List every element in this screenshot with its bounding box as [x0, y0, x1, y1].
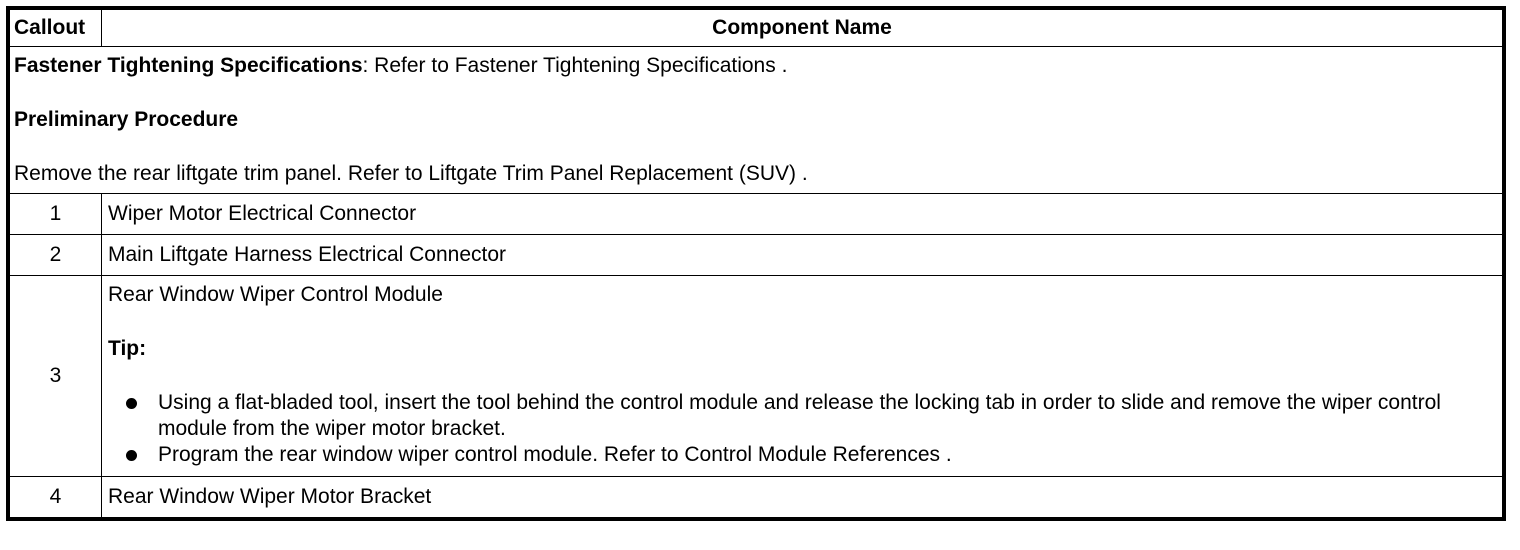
table-row	[10, 235, 1503, 276]
component-name: Wiper Motor Electrical Connector	[102, 194, 1503, 235]
list-item	[108, 390, 1496, 442]
bullet-icon	[126, 398, 137, 409]
bullet-icon	[126, 450, 137, 461]
table-row	[10, 276, 1503, 477]
component-detail-cell	[102, 276, 1503, 477]
callout-column-header: Callout	[10, 10, 102, 47]
tip-label: Tip:	[108, 337, 147, 360]
callout-number: 1	[10, 194, 102, 235]
component-name: Main Liftgate Harness Electrical Connector	[102, 235, 1503, 276]
component-table	[6, 6, 1506, 521]
table-header-row	[10, 10, 1503, 47]
callout-number: 3	[10, 276, 102, 477]
fastener-spec-label: Fastener Tightening Specifications	[14, 54, 363, 77]
intro-row	[10, 47, 1503, 194]
preliminary-procedure-text: Remove the rear liftgate trim panel. Refer to Liftgate Trim Panel Replacement (SUV) .	[14, 162, 808, 185]
callout-number: 2	[10, 235, 102, 276]
fastener-spec-text: : Refer to Fastener Tightening Specifications .	[362, 54, 788, 77]
component-name-column-header: Component Name	[102, 10, 1503, 47]
preliminary-procedure-heading: Preliminary Procedure	[14, 108, 239, 131]
list-item	[108, 442, 1496, 468]
component-name: Rear Window Wiper Motor Bracket	[102, 477, 1503, 518]
tip-bullet-list	[108, 390, 1496, 468]
intro-cell	[10, 47, 1503, 194]
table-row	[10, 477, 1503, 518]
component-name: Rear Window Wiper Control Module	[108, 283, 443, 306]
fastener-spec-line	[14, 53, 1498, 79]
table-row	[10, 194, 1503, 235]
callout-number: 4	[10, 477, 102, 518]
tip-bullet-text: Program the rear window wiper control module. Refer to Control Module References .	[158, 443, 952, 466]
tip-bullet-text: Using a flat-bladed tool, insert the tool behind the control module and release the locking tab in order to slide and remove the wiper control module from the wiper motor bracket.	[158, 391, 1441, 440]
